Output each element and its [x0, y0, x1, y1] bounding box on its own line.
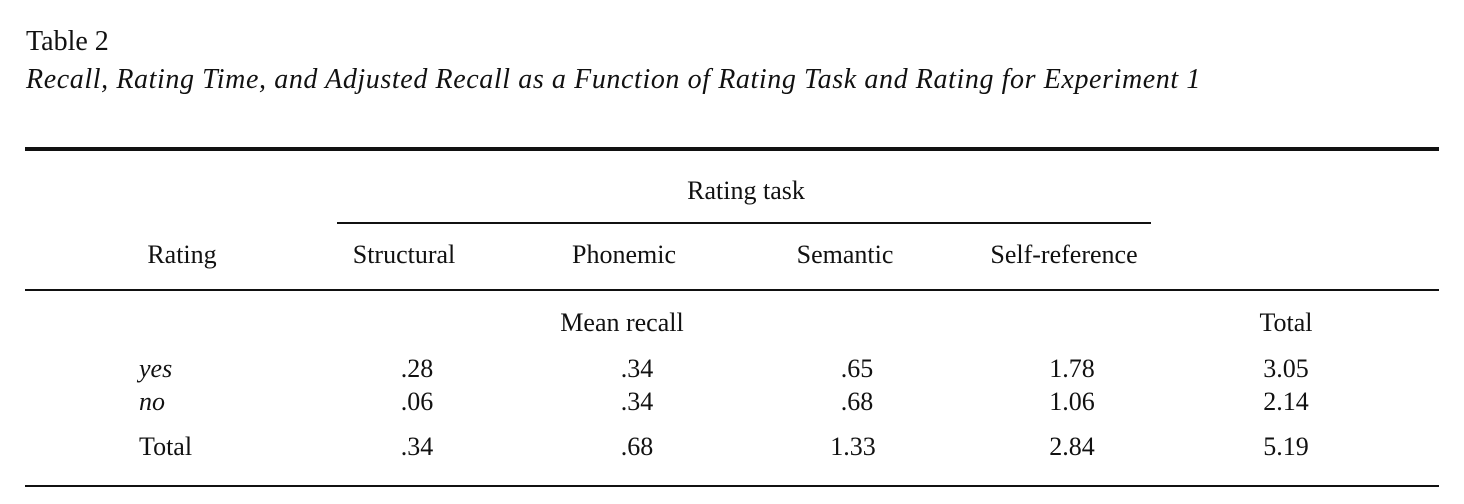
column-header-self-reference: Self-reference [990, 240, 1138, 269]
table-cell-total: 5.19 [1263, 432, 1309, 461]
table-cell: .34 [620, 354, 654, 383]
row-label-yes: yes [139, 354, 173, 383]
table-cell: .68 [840, 387, 874, 416]
table-cell: 2.84 [1049, 432, 1095, 461]
column-header-phonemic: Phonemic [572, 240, 676, 269]
spanner-heading: Rating task [687, 176, 805, 205]
table-cell-total: 2.14 [1263, 387, 1309, 416]
table-cell: .34 [400, 432, 434, 461]
total-column-header: Total [1259, 308, 1313, 337]
table-cell: 1.78 [1049, 354, 1095, 383]
table-caption-label: Table 2 [26, 26, 109, 57]
top-rule [25, 147, 1439, 151]
table-cell: .65 [840, 354, 874, 383]
table-cell: .06 [400, 387, 434, 416]
row-label-total: Total [139, 432, 193, 461]
bottom-rule [25, 485, 1439, 487]
table-cell: 1.33 [830, 432, 876, 461]
table-cell: .34 [620, 387, 654, 416]
row-label-no: no [139, 387, 165, 416]
header-rule [25, 289, 1439, 291]
table-cell: .28 [400, 354, 434, 383]
row-header: Rating [147, 240, 217, 269]
table-cell: 1.06 [1049, 387, 1095, 416]
section-label: Mean recall [560, 308, 684, 337]
spanner-rule [337, 222, 1151, 224]
table-cell-total: 3.05 [1263, 354, 1309, 383]
column-header-structural: Structural [352, 240, 456, 269]
table-caption-title: Recall, Rating Time, and Adjusted Recall as a Function of Rating Task and Rating for Experiment 1 [26, 64, 1201, 95]
table-cell: .68 [620, 432, 654, 461]
column-header-semantic: Semantic [796, 240, 894, 269]
